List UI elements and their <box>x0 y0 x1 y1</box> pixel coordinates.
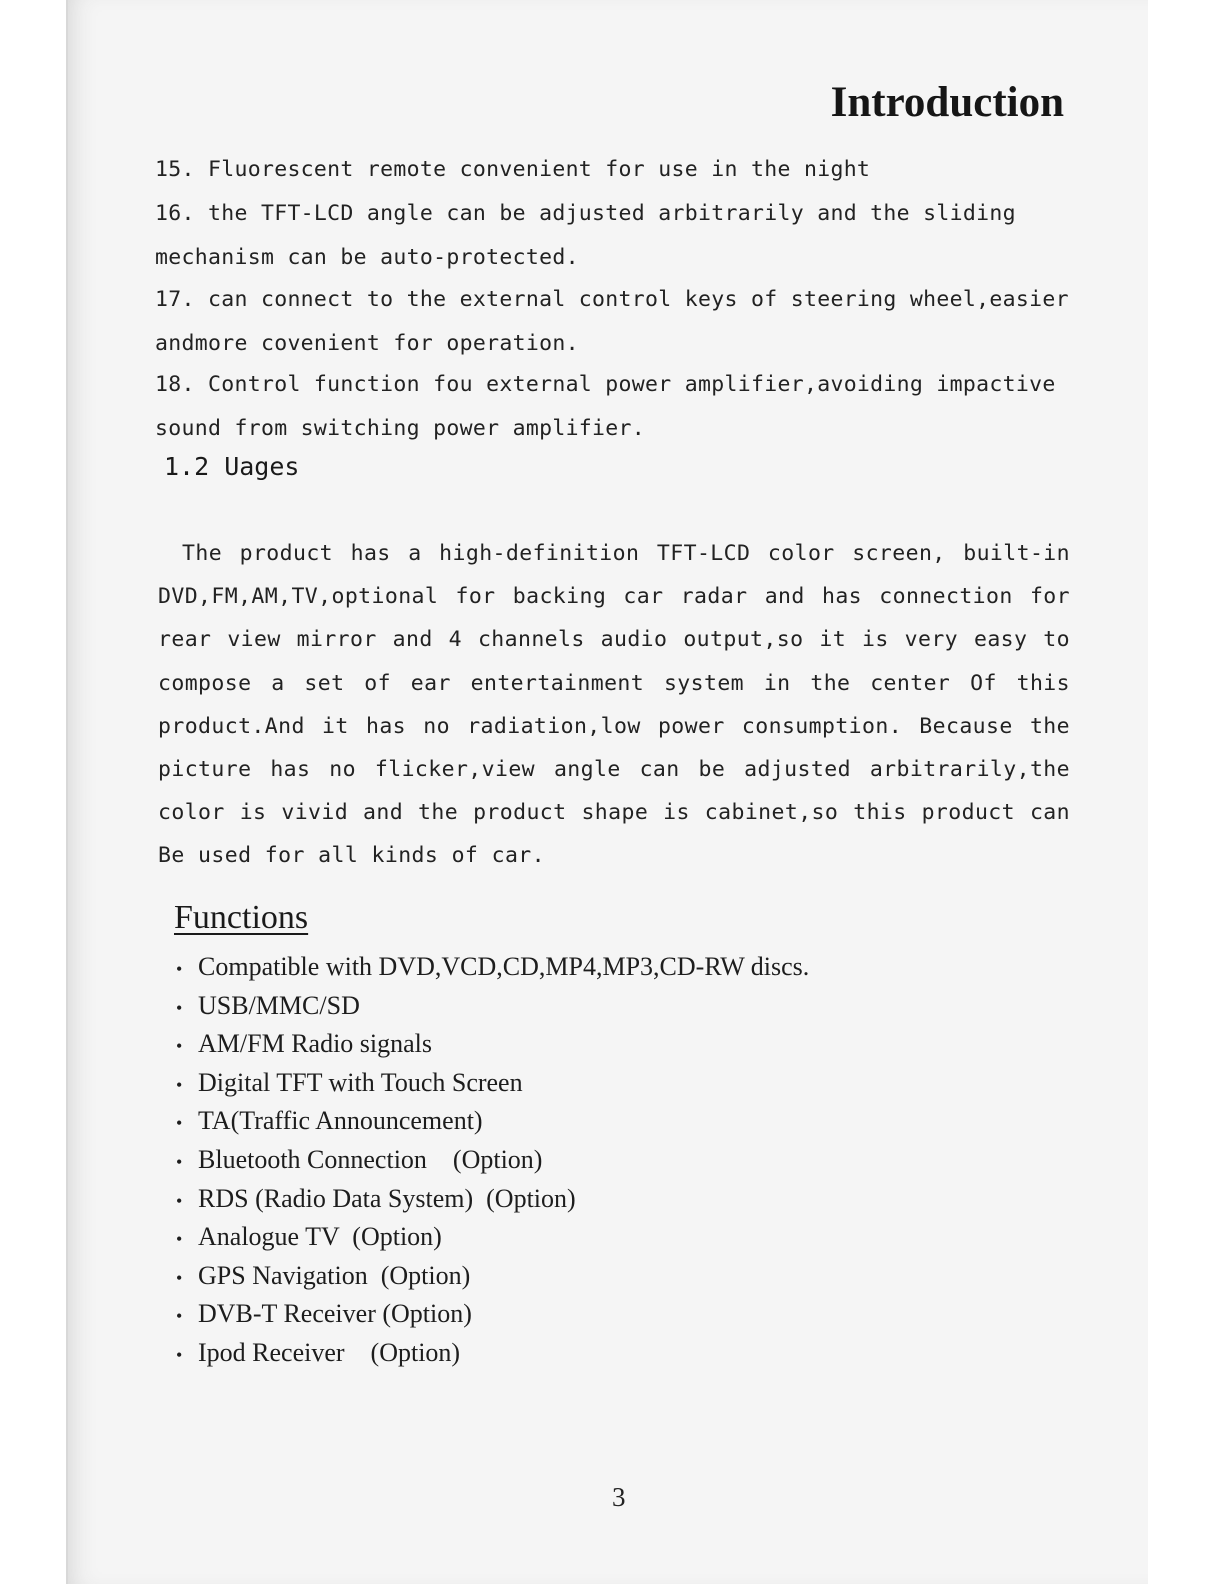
bullet-icon: • <box>176 1229 183 1250</box>
numbered-item-17: 17. can connect to the external control keys of steering wheel,easier andmore covenient for operation. <box>155 287 1069 356</box>
function-text: GPS Navigation (Option) <box>198 1260 471 1290</box>
page-title: Introduction <box>830 79 1064 126</box>
function-item <box>176 1141 809 1180</box>
function-item <box>176 1180 809 1219</box>
bullet-icon: • <box>176 959 183 979</box>
function-text: DVB-T Receiver (Option) <box>198 1299 472 1329</box>
bullet-icon: • <box>176 997 183 1018</box>
bullet-icon: • <box>176 1151 183 1172</box>
function-text: Digital TFT with Touch Screen <box>198 1067 523 1097</box>
numbered-item-16: 16. the TFT-LCD angle can be adjusted arbitrarily and the sliding mechanism can be auto-protected. <box>155 201 1016 270</box>
bullet-icon: • <box>176 1306 183 1327</box>
function-item <box>176 1218 809 1257</box>
functions-heading: Functions <box>174 899 309 936</box>
function-item <box>176 1102 809 1141</box>
function-text: Compatible with DVD,VCD,CD,MP4,MP3,CD-RW discs. <box>198 952 810 981</box>
numbered-item-18: 18. Control function fou external power amplifier,avoiding impactive sound from switching power amplifier. <box>155 372 1056 441</box>
bullet-icon: • <box>176 1344 183 1365</box>
function-text: Ipod Receiver (Option) <box>198 1337 461 1367</box>
bullet-icon: • <box>176 1113 183 1134</box>
functions-list <box>176 948 809 1373</box>
usage-paragraph: The product has a high-definition TFT-LCD color screen, built-in DVD,FM,AM,TV,optional for backing car radar and has connection for rear view mirror and 4 channels audio output,so it is very easy to compose a set of ear entertainment system in the center Of this product.And it has no radiation,low power consumption. Because the picture has no flicker,view angle can be adjusted arbitrarily,the color is vivid and the product shape is cabinet,so this product can Be used for all kinds of car. <box>158 541 1070 869</box>
function-item <box>176 948 809 987</box>
bullet-icon: • <box>176 1036 183 1057</box>
function-text: Bluetooth Connection (Option) <box>198 1144 543 1174</box>
bullet-icon: • <box>176 1190 183 1211</box>
function-text: AM/FM Radio signals <box>198 1029 433 1059</box>
function-item <box>176 1295 809 1334</box>
function-text: TA(Traffic Announcement) <box>198 1106 483 1136</box>
bullet-icon: • <box>176 1267 183 1288</box>
usage-heading: 1.2 Uages <box>164 452 300 481</box>
function-item <box>176 1334 809 1373</box>
numbered-item-15: 15. Fluorescent remote convenient for use in the night <box>155 157 871 182</box>
bullet-icon: • <box>176 1074 183 1095</box>
function-text: RDS (Radio Data System) (Option) <box>198 1183 576 1213</box>
function-item <box>176 1064 809 1103</box>
function-item <box>176 1257 809 1296</box>
function-text: USB/MMC/SD <box>198 990 360 1020</box>
page-number: 3 <box>612 1482 626 1512</box>
function-text: Analogue TV (Option) <box>198 1222 442 1252</box>
function-item <box>176 1025 809 1064</box>
manual-page <box>66 0 1148 1584</box>
function-item <box>176 987 809 1026</box>
